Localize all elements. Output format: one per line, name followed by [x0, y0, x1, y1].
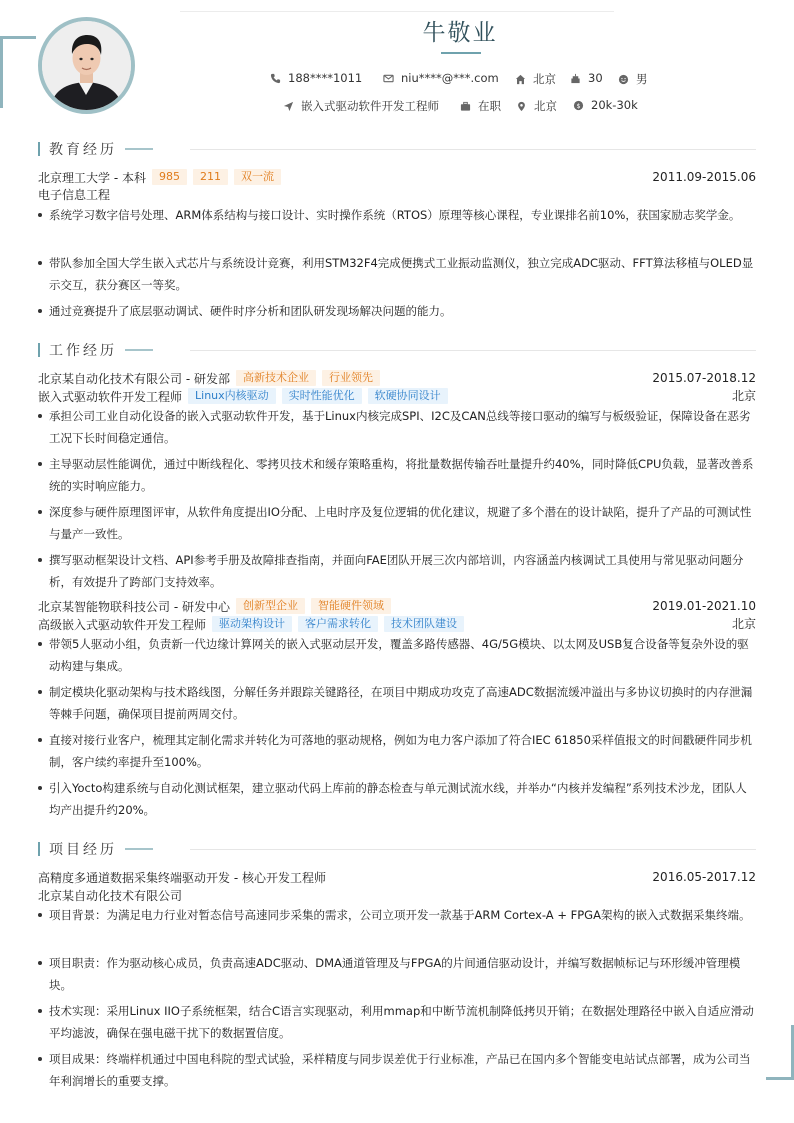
list-item: 项目成果：终端样机通过中国电科院的型式试验，采样精度与同步误差优于行业标准，产品已在国内多个智能变电站试点部署，成为公司当年利润增长的重要支撑。 — [38, 1048, 758, 1092]
skill-tag: 客户需求转化 — [298, 616, 378, 632]
project-header — [38, 869, 756, 885]
list-item: 撰写驱动框架设计文档、API参考手册及故障排查指南，并面向FAE团队开展三次内部培训，内容涵盖内核调试工具使用与常见驱动问题分析，有效提升了跨部门支持效率。 — [38, 549, 758, 593]
work-location: 北京 — [731, 389, 756, 403]
gender-text: 男 — [636, 72, 648, 86]
company-name: 北京某自动化技术有限公司 - 研发部 — [38, 371, 230, 386]
list-item: 技术实现：采用Linux IIO子系统框架，结合C语言实现驱动，利用mmap和中断节流机制降低拷贝开销；在数据处理路径中嵌入自适应滑动平均滤波，确保在强电磁干扰下的数据置信度。 — [38, 1000, 758, 1044]
section-accent-line — [125, 148, 153, 150]
briefcase-icon — [460, 101, 471, 112]
status-text: 在职 — [478, 99, 501, 113]
work-date: 2019.01-2021.10 — [652, 599, 756, 613]
project-company-line — [38, 887, 756, 903]
project-title-text: 项目经历 — [49, 842, 117, 858]
bullet-dot — [38, 786, 42, 790]
section-divider — [190, 149, 756, 150]
list-item: 深度参与硬件原理图评审，从软件角度提出IO分配、上电时序及复位逻辑的优化建议，规避了多个潜在的设计缺陷，提升了产品的可测试性与量产一致性。 — [38, 501, 758, 545]
list-item: 项目背景：为满足电力行业对暂态信号高速同步采集的需求，公司立项开发一款基于ARM Cortex-A + FPGA架构的嵌入式数据采集终端。 — [38, 904, 758, 926]
section-accent-line — [125, 349, 153, 351]
education-title-text: 教育经历 — [49, 142, 117, 158]
list-item: 主导驱动层性能调优，通过中断线程化、零拷贝技术和缓存策略重构，将批量数据传输吞吐量提升约40%，同时降低CPU负载，显著改善系统的实时响应能力。 — [38, 453, 758, 497]
company-tag: 行业领先 — [322, 370, 380, 386]
bullet-dot — [38, 261, 42, 265]
bullet-dot — [38, 913, 42, 917]
bullet-dot — [38, 738, 42, 742]
education-header — [38, 169, 756, 185]
company-tag: 创新型企业 — [236, 598, 305, 614]
company-name: 北京某智能物联科技公司 - 研发中心 — [38, 599, 230, 614]
city-item — [516, 98, 557, 114]
hometown-text: 北京 — [533, 72, 556, 86]
work-title-text: 工作经历 — [49, 343, 117, 359]
project-name: 高精度多通道数据采集终端驱动开发 - 核心开发工程师 — [38, 870, 326, 885]
list-item: 制定模块化驱动架构与技术路线图，分解任务并跟踪关键路径，在项目中期成功攻克了高速ADC数据流缓冲溢出与多协议切换时的内存泄漏等棘手问题，确保项目提前两周交付。 — [38, 681, 758, 725]
age-item — [570, 71, 603, 85]
work-company-line — [38, 598, 756, 614]
list-item: 带领5人驱动小组，负责新一代边缘计算网关的嵌入式驱动层开发，覆盖多路传感器、4G/5G模块、以太网及USB复合设备等复杂外设的驱动构建与集成。 — [38, 633, 758, 677]
corner-decoration-bottom-right — [766, 1077, 794, 1080]
skill-tag: 软硬协同设计 — [368, 388, 448, 404]
project-section-title — [38, 841, 153, 857]
company-tag: 智能硬件领域 — [311, 598, 391, 614]
gender-item — [618, 71, 648, 87]
list-item: 系统学习数字信号处理、ARM体系结构与接口设计、实时操作系统（RTOS）原理等核心课程，专业课排名前10%，获国家励志奖学金。 — [38, 204, 758, 226]
list-item: 项目职责：作为驱动核心成员，负责高速ADC驱动、DMA通道管理及与FPGA的片间通信驱动设计，并编写数据帧标记与环形缓冲管理模块。 — [38, 952, 758, 996]
phone-icon — [270, 73, 281, 84]
work-section-title — [38, 342, 153, 358]
work-position-line — [38, 616, 756, 632]
contact-row — [270, 71, 670, 89]
position-name: 高级嵌入式驱动软件开发工程师 — [38, 617, 207, 632]
skill-tag: 实时性能优化 — [282, 388, 362, 404]
skill-tag: Linux内核驱动 — [188, 388, 276, 404]
top-divider — [180, 11, 614, 12]
bullet-dot — [38, 558, 42, 562]
smile-icon — [618, 74, 629, 85]
school-tag: 211 — [193, 169, 228, 185]
bullet-dot — [38, 213, 42, 217]
bullet-dot — [38, 414, 42, 418]
list-item: 带队参加全国大学生嵌入式芯片与系统设计竞赛，利用STM32F4完成便携式工业振动监测仪，独立完成ADC驱动、FFT算法移植与OLED显示交互，获分赛区一等奖。 — [38, 252, 758, 296]
phone-item — [270, 71, 362, 85]
list-item: 引入Yocto构建系统与自动化测试框架，建立驱动代码上库前的静态检查与单元测试流水线，并举办“内核并发编程”系列技术沙龙，团队人均产出提升约20%。 — [38, 777, 758, 821]
project-date: 2016.05-2017.12 — [652, 870, 756, 884]
section-accent-bar — [38, 343, 40, 357]
bullet-dot — [38, 510, 42, 514]
location-icon — [516, 101, 527, 112]
svg-text:$: $ — [576, 101, 581, 110]
major-name: 电子信息工程 — [38, 187, 111, 202]
list-item: 承担公司工业自动化设备的嵌入式驱动软件开发，基于Linux内核完成SPI、I2C及CAN总线等接口驱动的编写与板级验证，保障设备在恶劣工况下长时间稳定通信。 — [38, 405, 758, 449]
section-accent-bar — [38, 142, 40, 156]
bullet-dot — [38, 961, 42, 965]
mail-icon — [383, 73, 394, 84]
company-tag: 高新技术企业 — [236, 370, 316, 386]
phone-text: 188****1011 — [288, 71, 363, 85]
list-item: 通过竞赛提升了底层驱动调试、硬件时序分析和团队研发现场解决问题的能力。 — [38, 300, 758, 322]
section-accent-line — [125, 848, 153, 850]
school-tag: 985 — [152, 169, 187, 185]
major-line — [38, 186, 756, 202]
section-accent-bar — [38, 842, 40, 856]
status-item — [460, 98, 501, 114]
bullet-dot — [38, 1009, 42, 1013]
cake-icon — [570, 73, 581, 84]
education-date: 2011.09-2015.06 — [652, 170, 756, 184]
home-icon — [515, 74, 526, 85]
bullet-dot — [38, 462, 42, 466]
job-target-item — [283, 98, 439, 114]
position-name: 嵌入式驱动软件开发工程师 — [38, 389, 183, 404]
bullet-dot — [38, 690, 42, 694]
name-underline — [441, 52, 481, 54]
job-target-text: 嵌入式驱动软件开发工程师 — [301, 99, 439, 113]
send-icon — [283, 101, 294, 112]
hometown-item — [515, 71, 556, 87]
bullet-dot — [38, 642, 42, 646]
salary-text: 20k-30k — [591, 98, 638, 112]
project-company: 北京某自动化技术有限公司 — [38, 888, 183, 903]
list-item: 直接对接行业客户，梳理其定制化需求并转化为可落地的驱动规格，例如为电力客户添加了符合IEC 61850采样值报文的时间戳硬件同步机制，客户续约率提升至100%。 — [38, 729, 758, 773]
work-date: 2015.07-2018.12 — [652, 371, 756, 385]
money-icon — [573, 100, 584, 111]
candidate-name: 牛敬业 — [422, 20, 498, 46]
email-item — [383, 71, 499, 85]
bullet-dot — [38, 1057, 42, 1061]
salary-item — [573, 98, 638, 112]
skill-tag: 驱动架构设计 — [212, 616, 292, 632]
city-text: 北京 — [534, 99, 557, 113]
skill-tag: 技术团队建设 — [384, 616, 464, 632]
school-tag: 双一流 — [234, 169, 281, 185]
work-location: 北京 — [731, 617, 756, 631]
work-company-line — [38, 370, 756, 386]
intention-row — [283, 98, 663, 116]
age-text: 30 — [588, 71, 603, 85]
section-divider — [190, 849, 756, 850]
section-divider — [190, 350, 756, 351]
email-text: niu****@***.com — [401, 71, 499, 85]
work-position-line — [38, 388, 756, 404]
school-name: 北京理工大学 - 本科 — [38, 170, 146, 185]
education-section-title — [38, 141, 153, 157]
bullet-dot — [38, 309, 42, 313]
